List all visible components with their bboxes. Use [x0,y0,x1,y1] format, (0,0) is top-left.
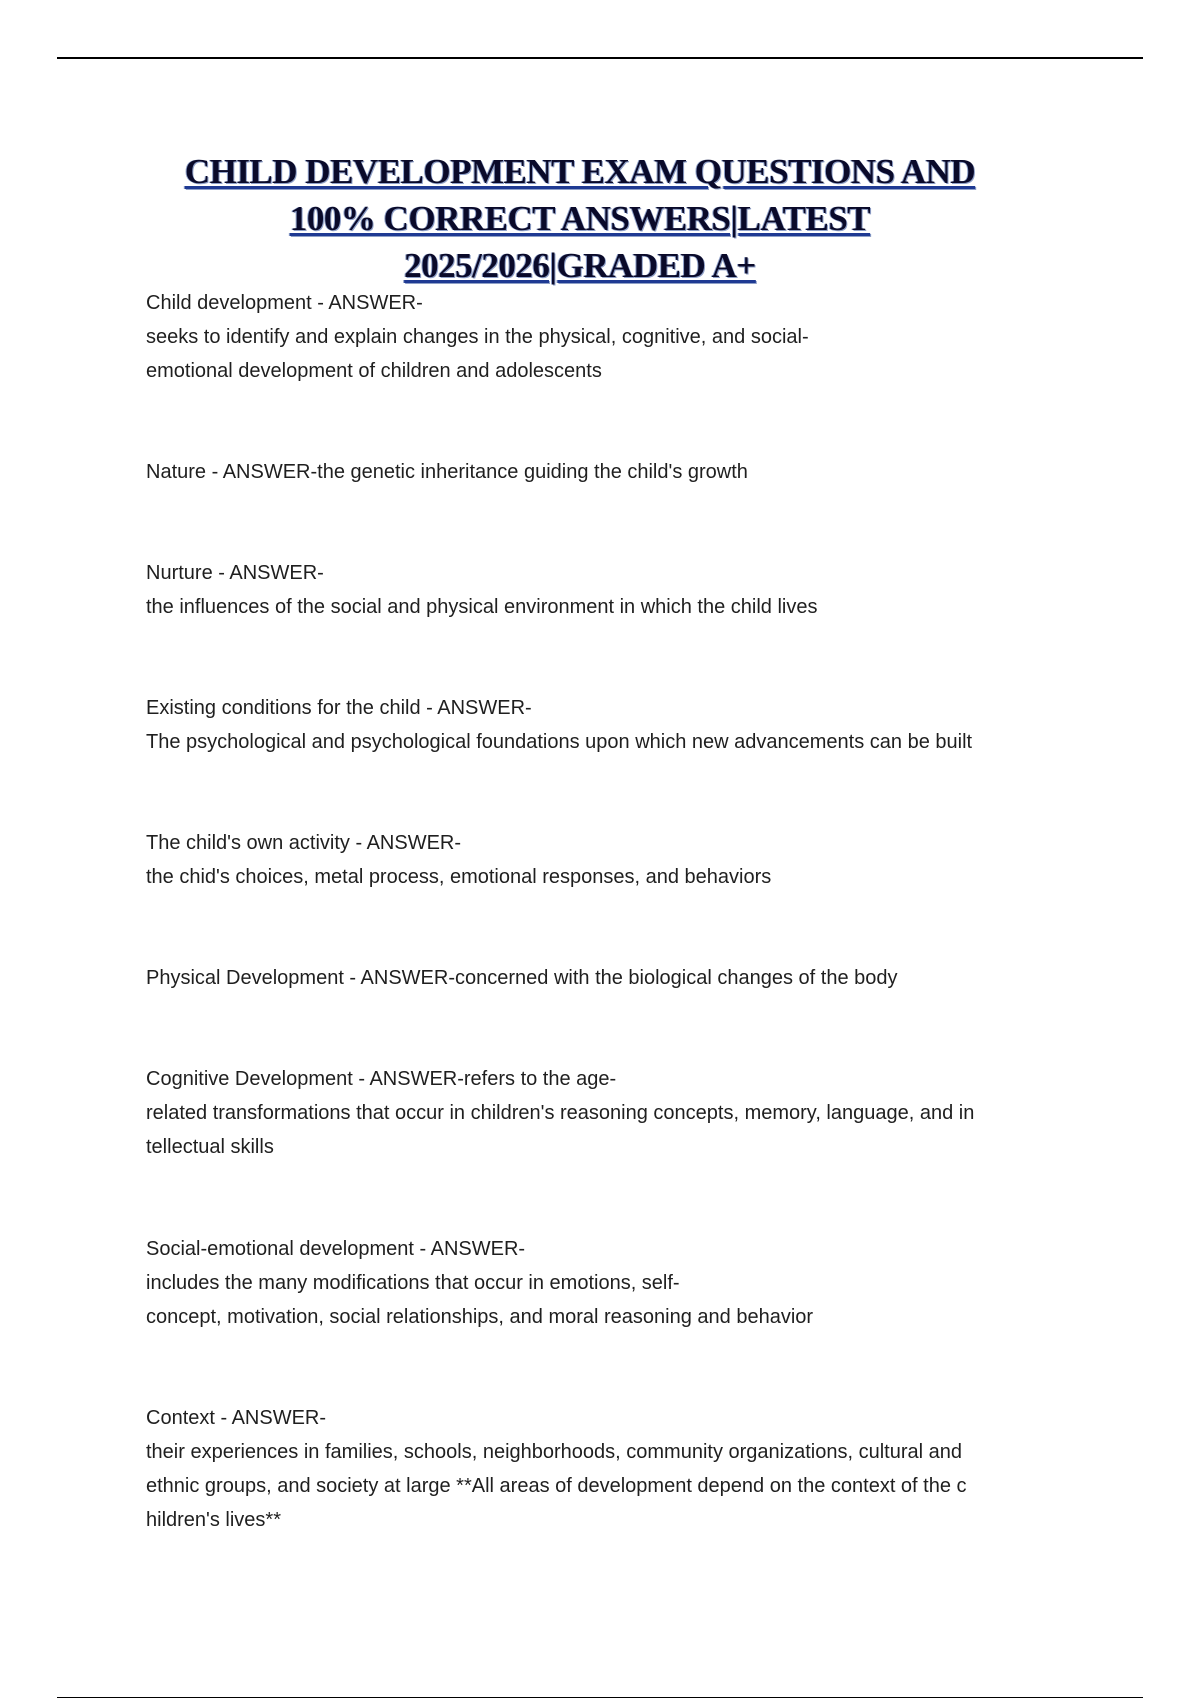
answer-line: the chid's choices, metal process, emotional responses, and behaviors [146,866,772,888]
document-title [100,148,1060,289]
question-term: Physical Development - ANSWER-concerned with the biological changes of the body [146,967,898,989]
title-line-1: CHILD DEVELOPMENT EXAM QUESTIONS AND [184,152,976,191]
top-rule [57,57,1143,59]
qa-entry-social-emotional-development [146,1232,1086,1334]
answer-line: The psychological and psychological foundations upon which new advancements can be built [146,731,973,753]
qa-entry-physical-development [146,961,1086,995]
answer-line: seeks to identify and explain changes in the physical, cognitive, and social- [146,326,809,348]
question-term: Existing conditions for the child - ANSWER- [146,697,532,719]
qa-entry-nurture [146,556,1086,624]
question-term: Nature - ANSWER-the genetic inheritance guiding the child's growth [146,461,748,483]
question-term: Cognitive Development - ANSWER-refers to the age- [146,1068,617,1090]
answer-line: tellectual skills [146,1136,274,1158]
qa-entry-context [146,1401,1086,1537]
question-term: Context - ANSWER- [146,1407,327,1429]
title-line-2: 100% CORRECT ANSWERS|LATEST [289,199,871,238]
answer-line: includes the many modifications that occur in emotions, self- [146,1272,680,1294]
question-term: Nurture - ANSWER- [146,562,324,584]
answer-line: hildren's lives** [146,1509,281,1531]
qa-entry-existing-conditions [146,691,1086,759]
qa-entry-child-development [146,286,1086,388]
question-term: Social-emotional development - ANSWER- [146,1238,526,1260]
qa-entry-cognitive-development [146,1062,1086,1164]
title-line-3: 2025/2026|GRADED A+ [404,246,756,285]
answer-line: the influences of the social and physical environment in which the child lives [146,596,818,618]
qa-entry-childs-own-activity [146,826,1086,894]
answer-line: their experiences in families, schools, neighborhoods, community organizations, cultural and [146,1441,962,1463]
qa-entry-nature [146,455,1086,489]
question-term: Child development - ANSWER- [146,292,423,314]
bottom-rule [57,1697,1143,1698]
question-term: The child's own activity - ANSWER- [146,832,462,854]
answer-line: related transformations that occur in children's reasoning concepts, memory, language, and in [146,1102,975,1124]
answer-line: emotional development of children and adolescents [146,360,602,382]
answer-line: ethnic groups, and society at large **All areas of development depend on the context of the c [146,1475,967,1497]
answer-line: concept, motivation, social relationships, and moral reasoning and behavior [146,1306,814,1328]
